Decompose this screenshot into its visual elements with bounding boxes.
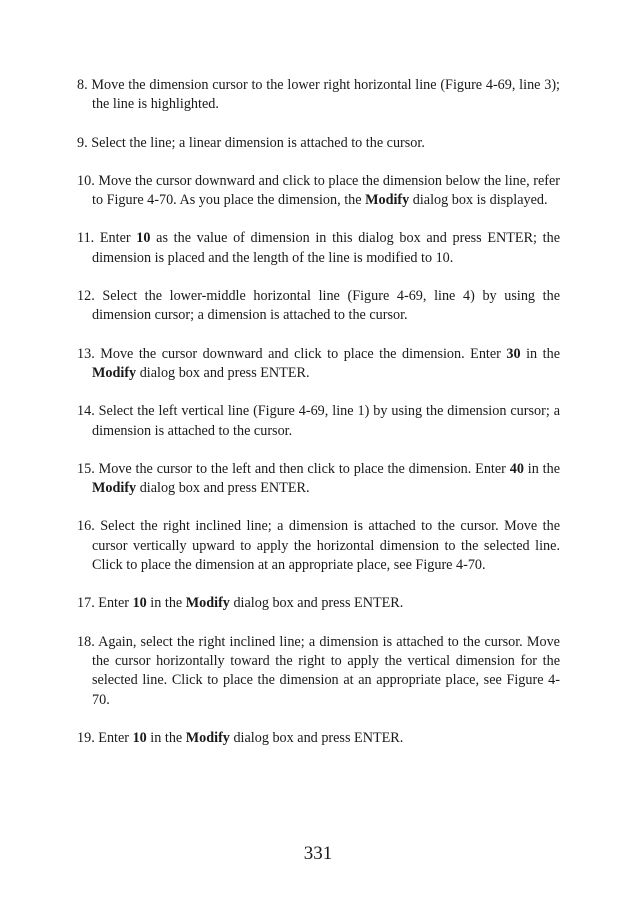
bold-value: 10 xyxy=(132,595,147,612)
step-text: 18. Again, select the right inclined line; a dimension is attached to the cursor. Move the cursor horizontally toward the right to apply the vertical dimension for the selected line. Click to place the dimension at an appropriate place, see Figure 4-70. xyxy=(77,633,560,708)
step-19 xyxy=(77,729,560,748)
bold-value: 30 xyxy=(506,345,521,362)
step-16 xyxy=(77,517,560,575)
step-text: 16. Select the right inclined line; a dimension is attached to the cursor. Move the cursor vertically upward to apply the horizontal dimension to the selected line. Click to place the dimension at an appropriate place, see Figure 4-70. xyxy=(77,518,560,574)
step-text: 12. Select the lower-middle horizontal line (Figure 4-69, line 4) by using the dimension cursor; a dimension is attached to the cursor. xyxy=(77,288,560,324)
page-body xyxy=(77,76,560,767)
step-text: 19. Enter xyxy=(77,729,133,746)
bold-term: Modify xyxy=(185,595,230,612)
step-text: in the xyxy=(146,595,186,612)
step-15 xyxy=(77,460,560,499)
bold-value: 10 xyxy=(132,729,147,746)
step-text: 10. Move the cursor downward and click to place the dimension below the line, refer to Figure 4-70. As you place the dimension, the xyxy=(77,172,560,209)
step-9 xyxy=(77,134,560,153)
step-10 xyxy=(77,172,560,211)
step-11 xyxy=(77,229,560,268)
step-12 xyxy=(77,287,560,326)
step-13 xyxy=(77,345,560,384)
step-18 xyxy=(77,633,560,710)
step-text: 13. Move the cursor downward and click to place the dimension. Enter xyxy=(77,345,507,362)
step-17 xyxy=(77,594,560,613)
step-text: 9. Select the line; a linear dimension is attached to the cursor. xyxy=(77,134,425,151)
step-text: dialog box and press ENTER. xyxy=(136,364,310,381)
step-text: 14. Select the left vertical line (Figure 4-69, line 1) by using the dimension cursor; a dimension is attached to the cursor. xyxy=(77,403,560,439)
step-14 xyxy=(77,402,560,441)
step-text: dialog box and press ENTER. xyxy=(229,595,404,612)
step-text: in the xyxy=(523,460,560,477)
bold-value: 10 xyxy=(136,230,151,247)
bold-term: Modify xyxy=(92,480,137,497)
step-8 xyxy=(77,76,560,115)
bold-value: 40 xyxy=(509,460,524,477)
step-text: dialog box and press ENTER. xyxy=(136,480,310,497)
page-number: 331 xyxy=(303,843,333,864)
step-text: as the value of dimension in this dialog box and press ENTER; the dimension is placed and the length of the line is modified to 10. xyxy=(92,230,560,266)
bold-term: Modify xyxy=(185,729,230,746)
step-text: 15. Move the cursor to the left and then click to place the dimension. Enter xyxy=(77,460,510,477)
step-text: dialog box and press ENTER. xyxy=(229,729,404,746)
bold-term: Modify xyxy=(92,364,137,381)
step-text: 17. Enter xyxy=(77,595,133,612)
bold-term: Modify xyxy=(365,192,410,209)
step-text: dialog box is displayed. xyxy=(409,192,548,209)
step-text: in the xyxy=(520,345,560,362)
step-text: 11. Enter xyxy=(77,230,137,247)
step-text: in the xyxy=(146,729,186,746)
step-text: 8. Move the dimension cursor to the lower right horizontal line (Figure 4-69, line 3); the line is highlighted. xyxy=(77,77,560,113)
